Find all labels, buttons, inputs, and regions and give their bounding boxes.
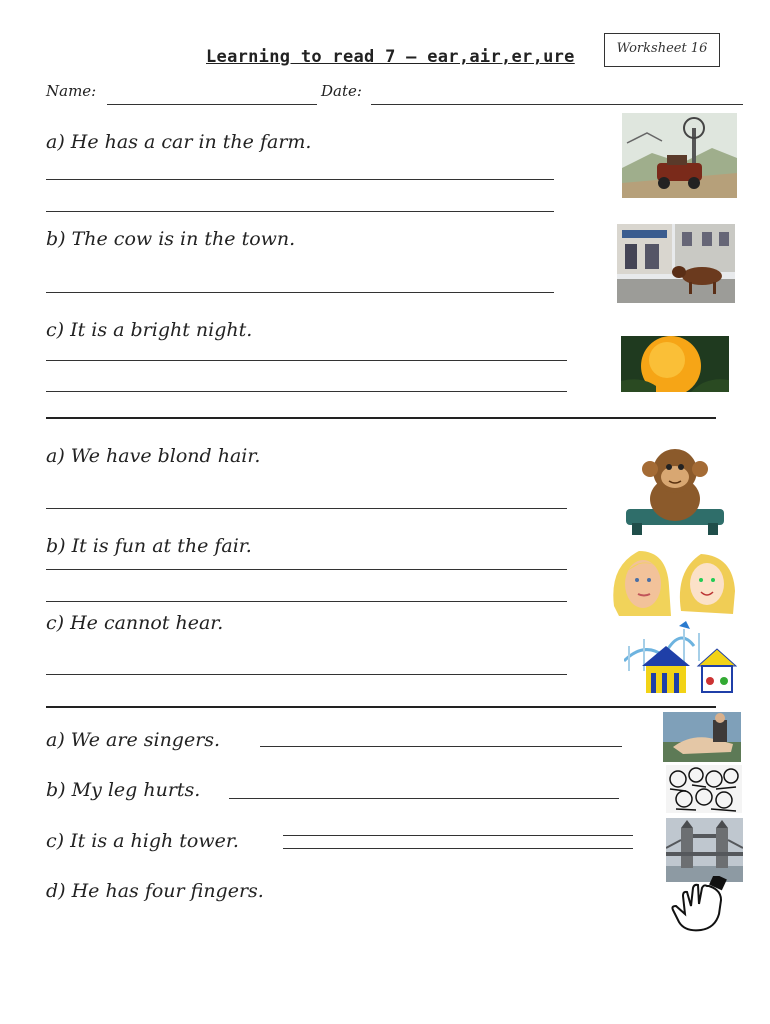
farm-car-picture [622,113,737,198]
sentence-3b: b) My leg hurts. [46,779,201,801]
sentence-3c: c) It is a high tower. [46,830,239,852]
glove-hand-picture [671,876,737,934]
writing-line[interactable] [46,292,554,293]
writing-line[interactable] [46,508,567,509]
worksheet-number-box: Worksheet 16 [604,33,720,67]
sentence-1a: a) He has a car in the farm. [46,131,312,153]
name-field[interactable] [107,104,317,105]
sentence-1c: c) It is a bright night. [46,319,253,341]
bright-sun-picture [621,336,729,392]
name-label: Name: [46,82,97,100]
sentence-3a: a) We are singers. [46,729,221,751]
writing-line[interactable] [46,211,554,212]
sentence-2a: a) We have blond hair. [46,445,261,467]
writing-line[interactable] [46,391,567,392]
fair-picture [624,621,737,694]
writing-line[interactable] [46,601,567,602]
section-divider [46,706,716,708]
sitting-people-picture [663,712,741,762]
crowd-sketch-picture [666,765,742,813]
writing-line[interactable] [260,746,622,747]
monkey-picture [626,447,724,535]
sentence-2b: b) It is fun at the fair. [46,535,252,557]
writing-line[interactable] [283,848,633,849]
writing-line[interactable] [46,179,554,180]
sentence-1b: b) The cow is in the town. [46,228,296,250]
cow-in-town-picture [617,224,735,303]
blond-faces-picture [609,546,736,616]
date-label: Date: [321,82,362,100]
writing-line[interactable] [229,798,619,799]
writing-line[interactable] [46,674,567,675]
tower-bridge-picture [666,818,743,882]
sentence-2c: c) He cannot hear. [46,612,224,634]
writing-line[interactable] [46,360,567,361]
writing-line[interactable] [46,569,567,570]
worksheet-title: Learning to read 7 – ear,air,er,ure [206,47,575,67]
date-field[interactable] [371,104,743,105]
sentence-3d: d) He has four fingers. [46,880,264,902]
writing-line[interactable] [283,835,633,836]
section-divider [46,417,716,419]
